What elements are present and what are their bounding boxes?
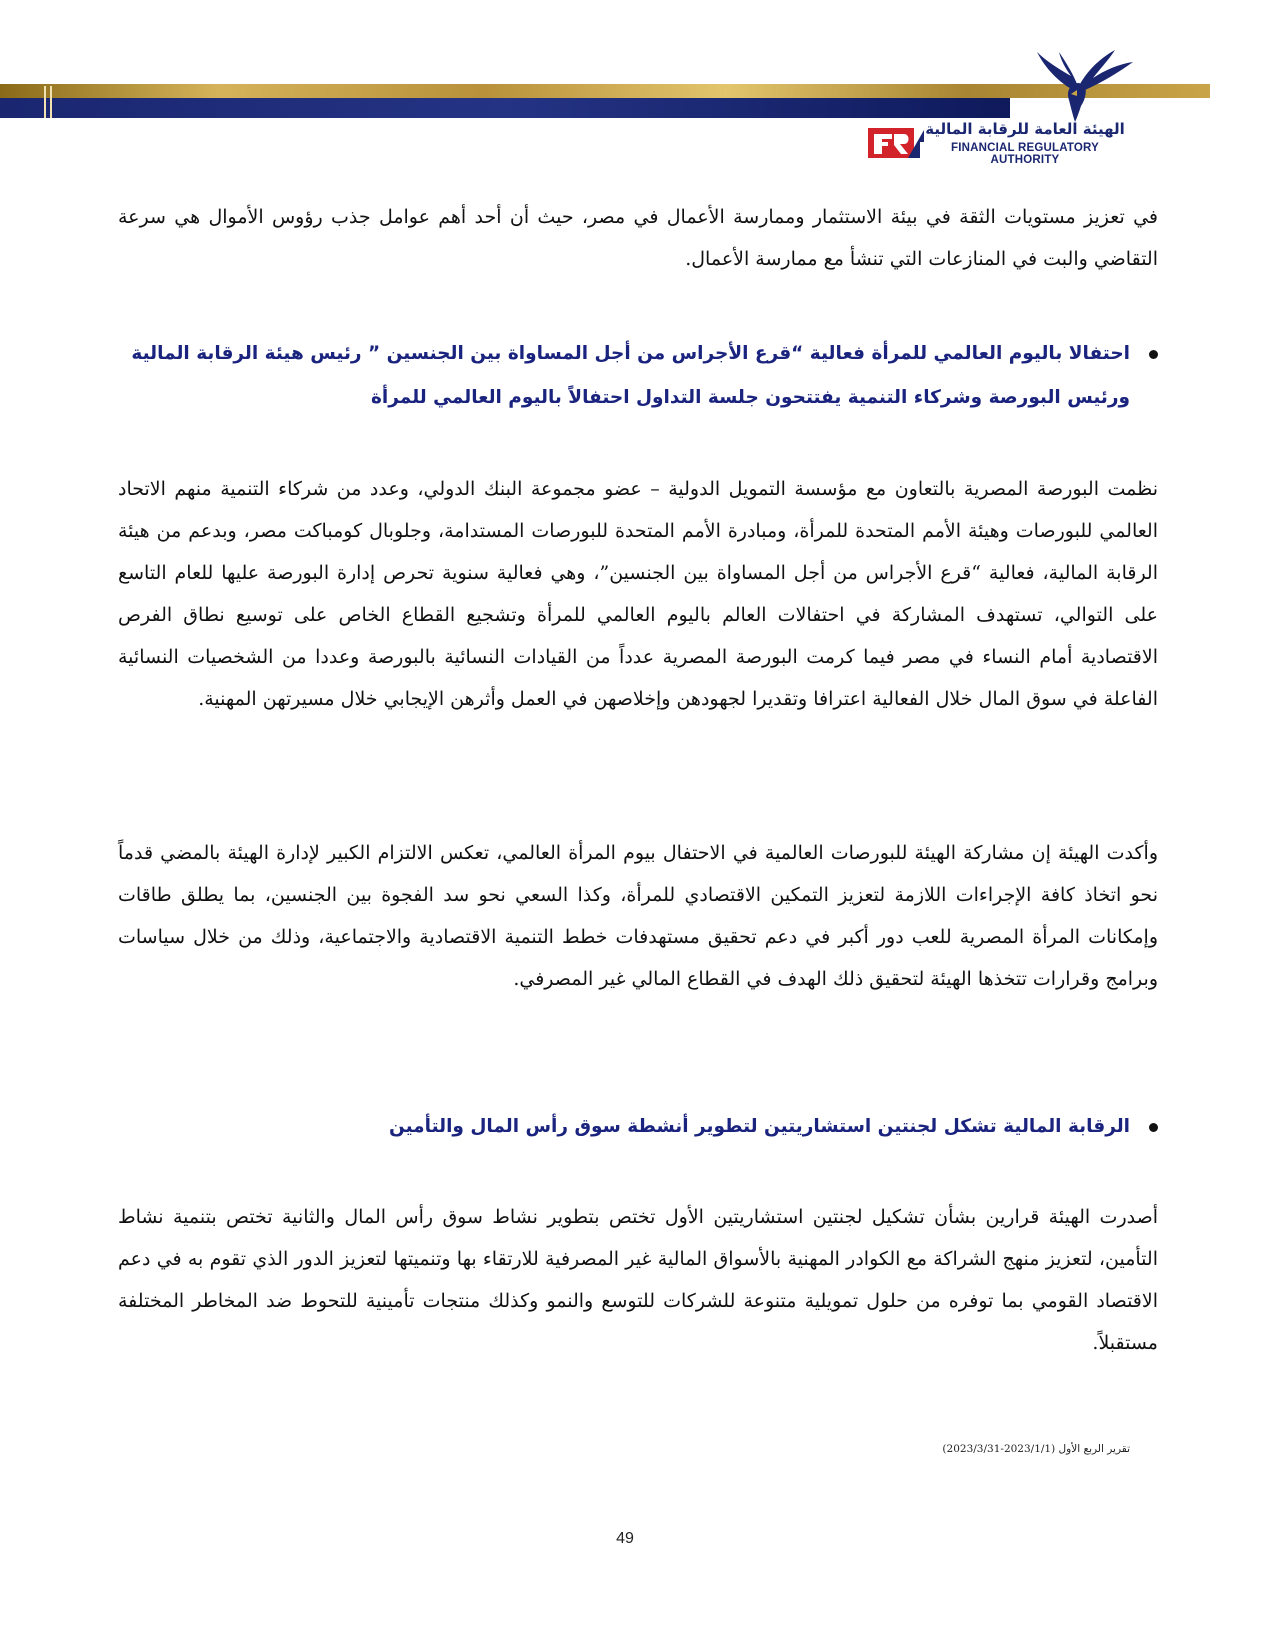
womens-day-paragraph: نظمت البورصة المصرية بالتعاون مع مؤسسة التمويل الدولية – عضو مجموعة البنك الدولي، وعدد من شركاء التنمية منهم الاتحاد العالمي للبورصات وهيئة الأمم المتحدة للمرأة، ومبادرة الأمم المتحدة للبورصات المستدامة، وجلوبال كومباكت مصر، وبدعم من هيئة الرقابة المالية، فعالية “قرع الأجراس من أجل المساواة بين الجنسين”، وهي فعالية سنوية تحرص إدارة البورصة عليها للعام التاسع على التوالي، تستهدف المشاركة في احتفالات العالم باليوم العالمي للمرأة وتشجيع القطاع الخاص على توسيع نطاق الفرص الاقتصادية أمام النساء في مصر فيما كرمت البورصة المصرية عدداً من القيادات النسائية بالبورصة وعددا من الشخصيات النسائية الفاعلة في سوق المال خلال الفعالية اعترافا وتقديرا لجهودهن وإخلاصهن في العمل وأثرهن الإيجابي خلال مسيرتهن المهنية. xyxy=(118,478,1158,710)
fra-logo-mark-icon xyxy=(868,126,924,160)
section-heading-advisory-committees xyxy=(118,1105,1158,1149)
logo-arabic-name: الهيئة العامة للرقابة المالية xyxy=(925,120,1125,138)
eagle-logo-icon xyxy=(1015,50,1135,125)
header-divider-line xyxy=(50,86,52,118)
header-divider-line xyxy=(44,86,46,118)
logo-english-name: FINANCIAL REGULATORY AUTHORITY xyxy=(920,142,1130,166)
authority-statement-paragraph: وأكدت الهيئة إن مشاركة الهيئة للبورصات العالمية في الاحتفال بيوم المرأة العالمي، تعكس الالتزام الكبير لإدارة الهيئة بالمضي قدماً نحو اتخاذ كافة الإجراءات اللازمة لتعزيز التمكين الاقتصادي للمرأة، وكذا السعي نحو سد الفجوة بين الجنسين، بما يطلق طاقات وإمكانات المرأة المصرية للعب دور أكبر في دعم تحقيق مستهدفات خطط التنمية الاقتصادية والاجتماعية، وذلك من خلال سياسات وبرامج وقرارات تتخذها الهيئة لتحقيق ذلك الهدف في القطاع المالي غير المصرفي. xyxy=(118,842,1158,990)
section-heading-text: الرقابة المالية تشكل لجنتين استشاريتين لتطوير أنشطة سوق رأس المال والتأمين xyxy=(388,1116,1130,1137)
section-heading-text: احتفالا باليوم العالمي للمرأة فعالية “قرع الأجراس من أجل المساواة بين الجنسين ” رئيس هيئة الرقابة المالية ورئيس البورصة وشركاء التنمية يفتتحون جلسة التداول احتفالاً باليوم العالمي للمرأة xyxy=(131,343,1130,408)
page-number: 49 xyxy=(616,1530,634,1547)
bullet-icon xyxy=(1149,1123,1158,1132)
intro-paragraph: في تعزيز مستويات الثقة في بيئة الاستثمار وممارسة الأعمال في مصر، حيث أن أحد أهم عوامل جذب رؤوس الأموال هي سرعة التقاضي والبت في المنازعات التي تنشأ مع ممارسة الأعمال. xyxy=(118,206,1158,270)
report-period-label: تقرير الربع الأول (2023/1/1-2023/3/31) xyxy=(942,1443,1130,1455)
header-navy-stripe xyxy=(0,98,1010,118)
section-heading-womens-day xyxy=(118,332,1158,420)
bullet-icon xyxy=(1149,350,1158,359)
advisory-committees-paragraph: أصدرت الهيئة قرارين بشأن تشكيل لجنتين استشاريتين الأول تختص بتطوير نشاط سوق رأس المال والثانية تختص بتنمية نشاط التأمين، لتعزيز منهج الشراكة مع الكوادر المهنية بالأسواق المالية غير المصرفية للارتقاء بها وتنميتها لتعزيز الدور الذي تقوم به في دعم الاقتصاد القومي بما توفره من حلول تمويلية متنوعة للشركات للتوسع والنمو وكذلك منتجات تأمينية للتحوط ضد المخاطر المختلفة مستقبلاً. xyxy=(118,1206,1158,1354)
